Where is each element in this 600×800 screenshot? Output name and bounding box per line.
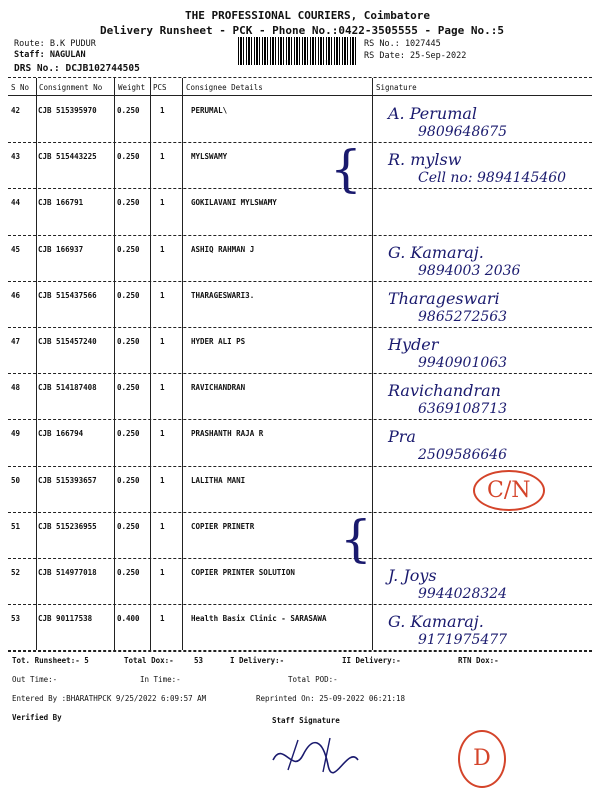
row-pcs: 1	[160, 429, 165, 439]
i-delivery: I Delivery:-	[230, 656, 285, 665]
tot-runsheet: Tot. Runsheet:- 5	[12, 656, 89, 665]
handwritten-signature: G. Kamaraj.	[388, 242, 484, 262]
row-consignee: GOKILAVANI MYLSWAMY	[191, 198, 277, 208]
row-pcs: 1	[160, 568, 165, 577]
row-sno: 50	[11, 475, 21, 485]
row-weight: 0.250	[117, 521, 140, 531]
handwritten-phone: Cell no: 9894145460	[418, 170, 567, 187]
ii-delivery: II Delivery:-	[342, 656, 401, 665]
handwritten-phone: 2509586646	[418, 447, 508, 464]
row-pcs: 1	[160, 198, 165, 208]
row-sno: 46	[11, 290, 21, 300]
row-consignee: COPIER PRINETR	[191, 521, 255, 531]
out-time: Out Time:-	[12, 675, 58, 684]
reprinted-on: Reprinted On: 25-09-2022 06:21:18	[256, 694, 406, 703]
col-consignment: Consignment No	[39, 83, 103, 92]
row-pcs: 1	[160, 244, 165, 254]
row-weight: 0.250	[117, 568, 140, 577]
total-dox-label: Total Dox:-	[124, 656, 174, 665]
col-pcs: PCS	[153, 83, 167, 92]
row-weight: 0.250	[117, 244, 140, 254]
table-row	[8, 604, 592, 666]
row-weight: 0.250	[117, 152, 140, 162]
circled-d-mark	[458, 730, 506, 788]
company-title: THE PROFESSIONAL COURIERS, Coimbatore	[185, 9, 431, 22]
handwritten-phone: 9171975477	[418, 632, 508, 649]
row-pcs: 1	[160, 521, 165, 531]
row-consignment: CJB 166937	[38, 244, 84, 254]
runsheet-subtitle: Delivery Runsheet - PCK - Phone No.:0422-3505555 - Page No.:5	[100, 24, 504, 37]
staff-label: Staff: NAGULAN	[14, 50, 86, 60]
row-pcs: 1	[160, 475, 165, 485]
row-consignment: CJB 515236955	[38, 521, 97, 531]
row-consignment: CJB 515437566	[38, 290, 97, 300]
drs-number: DRS No.: DCJB102744505	[14, 63, 140, 74]
rs-number: RS No.: 1027445	[364, 39, 441, 49]
row-sno: 42	[11, 106, 21, 115]
row-consignee: ASHIQ RAHMAN J	[191, 244, 255, 254]
row-consignment: CJB 515395970	[38, 106, 97, 115]
row-consignee: THARAGESWARI3.	[191, 290, 255, 300]
row-weight: 0.250	[117, 475, 140, 485]
row-weight: 0.250	[117, 106, 140, 115]
handwritten-signature: Hyder	[388, 335, 439, 354]
header-top-rule	[8, 77, 592, 78]
col-signature: Signature	[376, 83, 417, 92]
in-time: In Time:-	[140, 675, 181, 684]
row-sno: 45	[11, 244, 21, 254]
row-sno: 48	[11, 383, 21, 393]
total-pod: Total POD:-	[288, 675, 338, 684]
handwritten-signature: Ravichandran	[388, 381, 501, 401]
row-consignee: PERUMAL\	[191, 106, 228, 115]
row-sno: 52	[11, 568, 21, 577]
col-sno: S No	[11, 83, 30, 92]
bracket-mark: {	[330, 140, 362, 198]
row-consignment: CJB 166791	[38, 198, 84, 208]
rs-date: RS Date: 25-Sep-2022	[364, 51, 467, 61]
handwritten-phone: 9940901063	[418, 355, 508, 371]
route-label: Route: B.K PUDUR	[14, 39, 96, 49]
row-consignment: CJB 514187408	[38, 383, 97, 393]
handwritten-signature: Tharageswari	[388, 288, 500, 308]
row-pcs: 1	[160, 337, 165, 346]
row-weight: 0.250	[117, 383, 140, 393]
row-consignment: CJB 515393657	[38, 475, 97, 485]
col-consignee: Consignee Details	[186, 83, 263, 92]
handwritten-phone: 6369108713	[418, 401, 508, 418]
row-weight: 0.250	[117, 429, 140, 439]
handwritten-signature: C/N	[473, 470, 545, 511]
col-weight: Weight	[118, 83, 146, 92]
handwritten-phone: 9865272563	[418, 308, 508, 325]
verified-by: Verified By	[12, 713, 62, 722]
row-sno: 51	[11, 521, 21, 531]
row-weight: 0.250	[117, 290, 140, 300]
row-consignee: HYDER ALI PS	[191, 337, 246, 346]
row-consignee: MYLSWAMY	[191, 152, 228, 162]
row-consignment: CJB 515457240	[38, 337, 97, 346]
handwritten-phone: 9944028324	[418, 586, 508, 602]
footer-rule	[8, 651, 592, 652]
row-consignee: RAVICHANDRAN	[191, 383, 246, 393]
row-sno: 49	[11, 429, 21, 439]
handwritten-signature: Pra	[388, 427, 416, 447]
staff-signature-label: Staff Signature	[272, 716, 340, 725]
handwritten-signature: G. Kamaraj.	[388, 612, 484, 632]
row-consignment: CJB 90117538	[38, 614, 93, 624]
row-sno: 44	[11, 198, 21, 208]
row-sno: 53	[11, 614, 21, 624]
handwritten-signature: A. Perumal	[388, 104, 478, 123]
handwritten-phone: 9894003 2036	[418, 262, 521, 279]
row-consignee: LALITHA MANI	[191, 475, 246, 485]
row-weight: 0.400	[117, 614, 140, 624]
row-pcs: 1	[160, 290, 165, 300]
row-pcs: 1	[160, 614, 165, 624]
row-pcs: 1	[160, 106, 165, 115]
row-pcs: 1	[160, 383, 165, 393]
row-weight: 0.250	[117, 198, 140, 208]
rtn-dox: RTN Dox:-	[458, 656, 499, 665]
row-consignee: PRASHANTH RAJA R	[191, 429, 264, 439]
row-consignment: CJB 515443225	[38, 152, 97, 162]
handwritten-phone: 9809648675	[418, 124, 508, 140]
row-sno: 47	[11, 337, 21, 346]
barcode	[238, 37, 358, 65]
row-consignee: Health Basix Clinic - SARASAWA	[191, 614, 327, 624]
staff-signature-scribble	[268, 730, 368, 780]
row-weight: 0.250	[117, 337, 140, 346]
circled-d-text: D	[473, 746, 491, 771]
row-sno: 43	[11, 152, 21, 162]
entered-by: Entered By :BHARATHPCK 9/25/2022 6:09:57 AM	[12, 694, 207, 703]
row-consignment: CJB 166794	[38, 429, 84, 439]
row-consignment: CJB 514977018	[38, 568, 97, 577]
bracket-mark: {	[340, 510, 372, 568]
row-consignee: COPIER PRINTER SOLUTION	[191, 568, 295, 577]
row-pcs: 1	[160, 152, 165, 162]
handwritten-signature: J. Joys	[388, 566, 437, 585]
handwritten-signature: R. mylsw	[388, 150, 462, 170]
total-dox-value: 53	[194, 656, 204, 665]
